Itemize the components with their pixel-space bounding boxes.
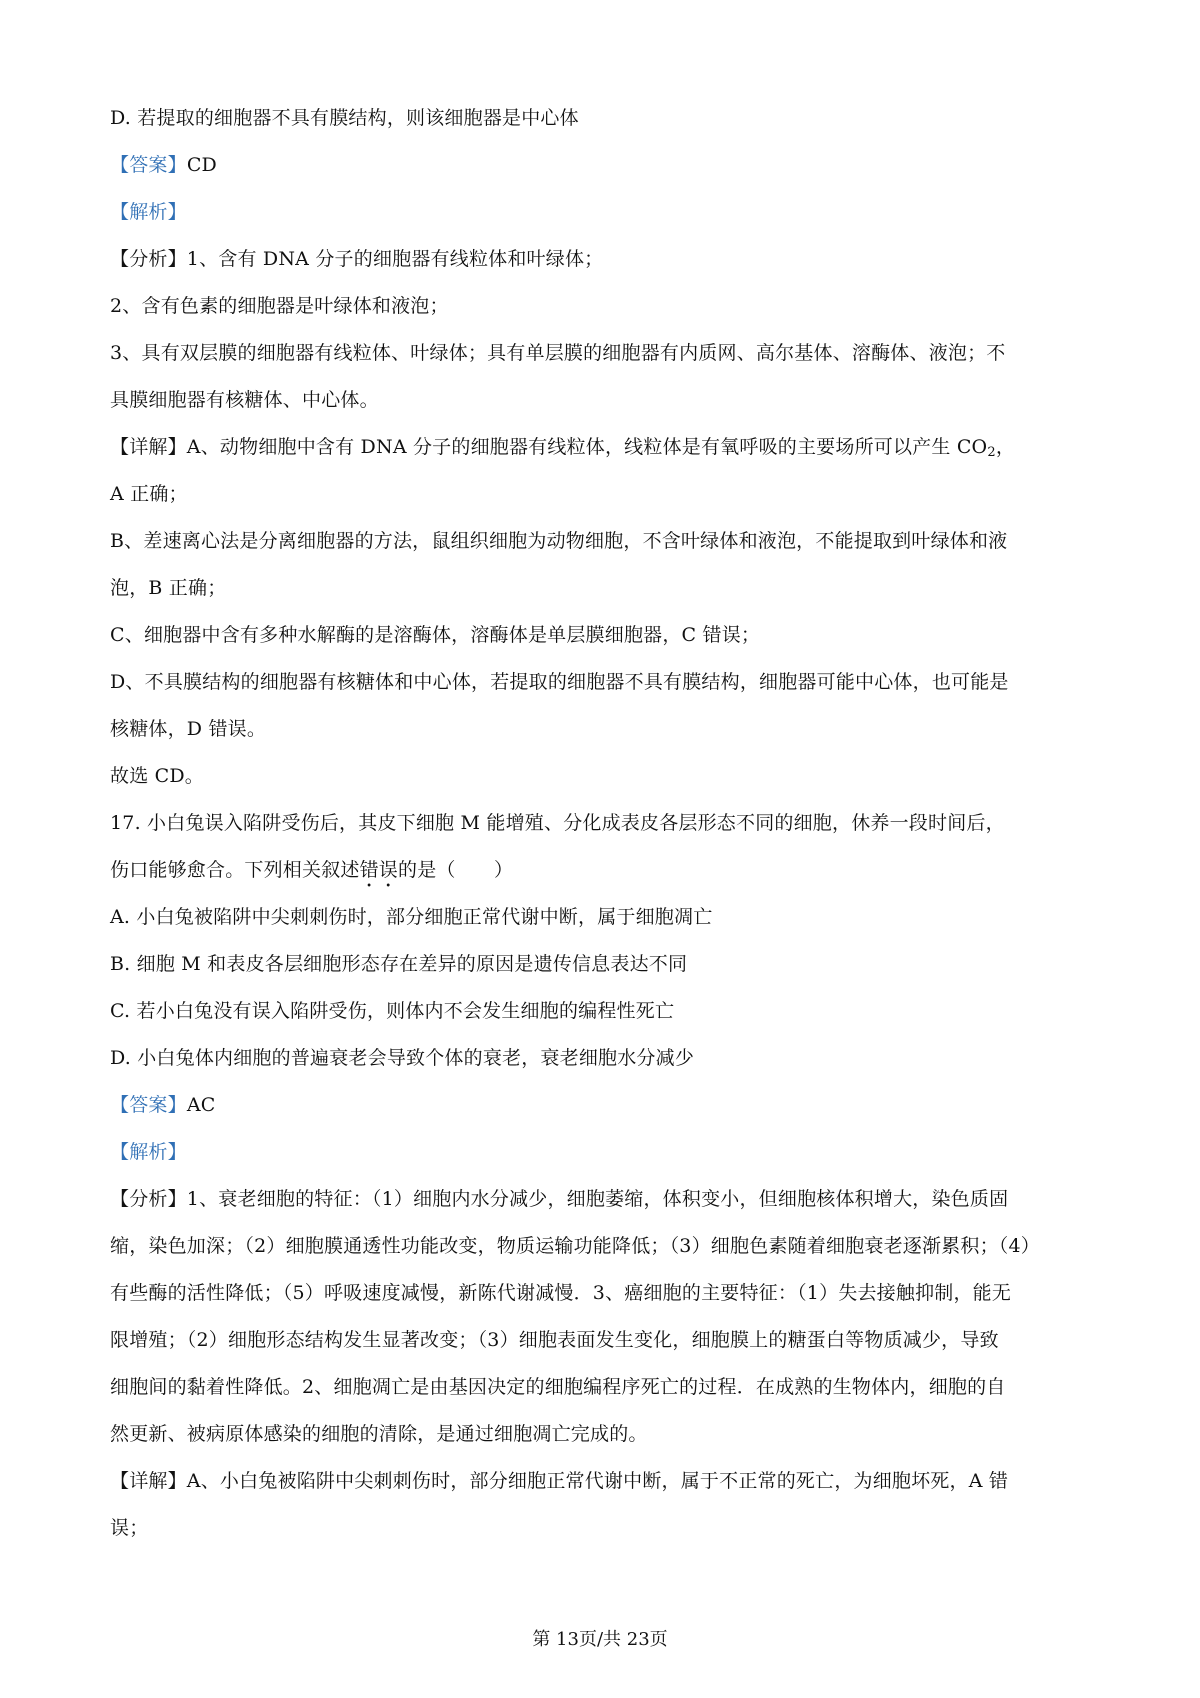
- analysis-tag: 【解析】: [110, 201, 187, 223]
- option-d-prev: D. 若提取的细胞器不具有膜结构，则该细胞器是中心体: [110, 107, 579, 129]
- subscript: 2: [987, 445, 996, 460]
- stem-text: 伤口能够愈合。下列相关叙述: [110, 859, 360, 881]
- detail-line: [110, 424, 1100, 471]
- analysis-heading-16: [110, 189, 1100, 236]
- answer-line-16: [110, 142, 1100, 189]
- stem-text: 的是（ ）: [398, 859, 514, 881]
- analysis-line: 3、具有双层膜的细胞器有线粒体、叶绿体；具有单层膜的细胞器有内质网、高尔基体、溶酶体、液泡；不: [110, 342, 1006, 364]
- analysis-line: 有些酶的活性降低；（5）呼吸速度减慢，新陈代谢减慢．3、癌细胞的主要特征：（1）失去接触抑制，能无: [110, 1282, 1012, 1304]
- analysis-line: 2、含有色素的细胞器是叶绿体和液泡；: [110, 295, 449, 317]
- detail-line: A 正确；: [110, 483, 188, 505]
- analysis-line: 【分析】1、衰老细胞的特征：（1）细胞内水分减少，细胞萎缩，体积变小，但细胞核体积增大，染色质固: [110, 1188, 1009, 1210]
- analysis-line: 然更新、被病原体感染的细胞的清除，是通过细胞凋亡完成的。: [110, 1423, 648, 1445]
- conclusion-line: 故选 CD。: [110, 765, 205, 787]
- answer-tag: 【答案】: [110, 154, 187, 176]
- analysis-line: 细胞间的黏着性降低。2、细胞凋亡是由基因决定的细胞编程序死亡的过程．在成熟的生物体内，细胞的自: [110, 1376, 1006, 1398]
- detail-line: 泡，B 正确；: [110, 577, 227, 599]
- analysis-line: 具膜细胞器有核糖体、中心体。: [110, 389, 379, 411]
- analysis-tag: 【解析】: [110, 1141, 187, 1163]
- answer-value: CD: [186, 154, 217, 176]
- detail-line: 误；: [110, 1517, 149, 1539]
- option-b: B. 细胞 M 和表皮各层细胞形态存在差异的原因是遗传信息表达不同: [110, 953, 688, 975]
- analysis-line: 【分析】1、含有 DNA 分子的细胞器有线粒体和叶绿体；: [110, 248, 604, 270]
- detail-line: B、差速离心法是分离细胞器的方法，鼠组织细胞为动物细胞，不含叶绿体和液泡，不能提取到叶绿体和液: [110, 530, 1008, 552]
- page-number: 第 13页/共 23页: [532, 1629, 668, 1650]
- option-c: C. 若小白兔没有误入陷阱受伤，则体内不会发生细胞的编程性死亡: [110, 1000, 675, 1022]
- detail-text: 【详解】A、动物细胞中含有 DNA 分子的细胞器有线粒体，线粒体是有氧呼吸的主要场所可以产生 CO: [110, 436, 988, 458]
- analysis-heading-17: [110, 1129, 1100, 1176]
- detail-line: D、不具膜结构的细胞器有核糖体和中心体，若提取的细胞器不具有膜结构，细胞器可能中心体，也可能是: [110, 671, 1009, 693]
- option-d: D. 小白兔体内细胞的普遍衰老会导致个体的衰老，衰老细胞水分减少: [110, 1047, 695, 1069]
- analysis-line: 缩，染色加深；（2）细胞膜通透性功能改变，物质运输功能降低；（3）细胞色素随着细胞衰老逐渐累积；（4）: [110, 1235, 1040, 1257]
- detail-line: 核糖体，D 错误。: [110, 718, 267, 740]
- question-17-stem: [110, 847, 1100, 894]
- question-17-stem: 17. 小白兔误入陷阱受伤后，其皮下细胞 M 能增殖、分化成表皮各层形态不同的细胞，休养一段时间后，: [110, 812, 1005, 834]
- detail-text: ，: [995, 436, 1016, 458]
- option-a: A. 小白兔被陷阱中尖刺刺伤时，部分细胞正常代谢中断，属于细胞凋亡: [110, 906, 713, 928]
- document-body: [110, 95, 1100, 1552]
- answer-value: AC: [186, 1094, 216, 1116]
- answer-line-17: [110, 1082, 1100, 1129]
- detail-line: C、细胞器中含有多种水解酶的是溶酶体，溶酶体是单层膜细胞器，C 错误；: [110, 624, 761, 646]
- detail-line: 【详解】A、小白兔被陷阱中尖刺刺伤时，部分细胞正常代谢中断，属于不正常的死亡，为细胞坏死，A 错: [110, 1470, 1009, 1492]
- analysis-line: 限增殖；（2）细胞形态结构发生显著改变；（3）细胞表面发生变化，细胞膜上的糖蛋白等物质减少，导致: [110, 1329, 999, 1351]
- emphasis-text: 错误: [359, 859, 399, 881]
- answer-tag: 【答案】: [110, 1094, 187, 1116]
